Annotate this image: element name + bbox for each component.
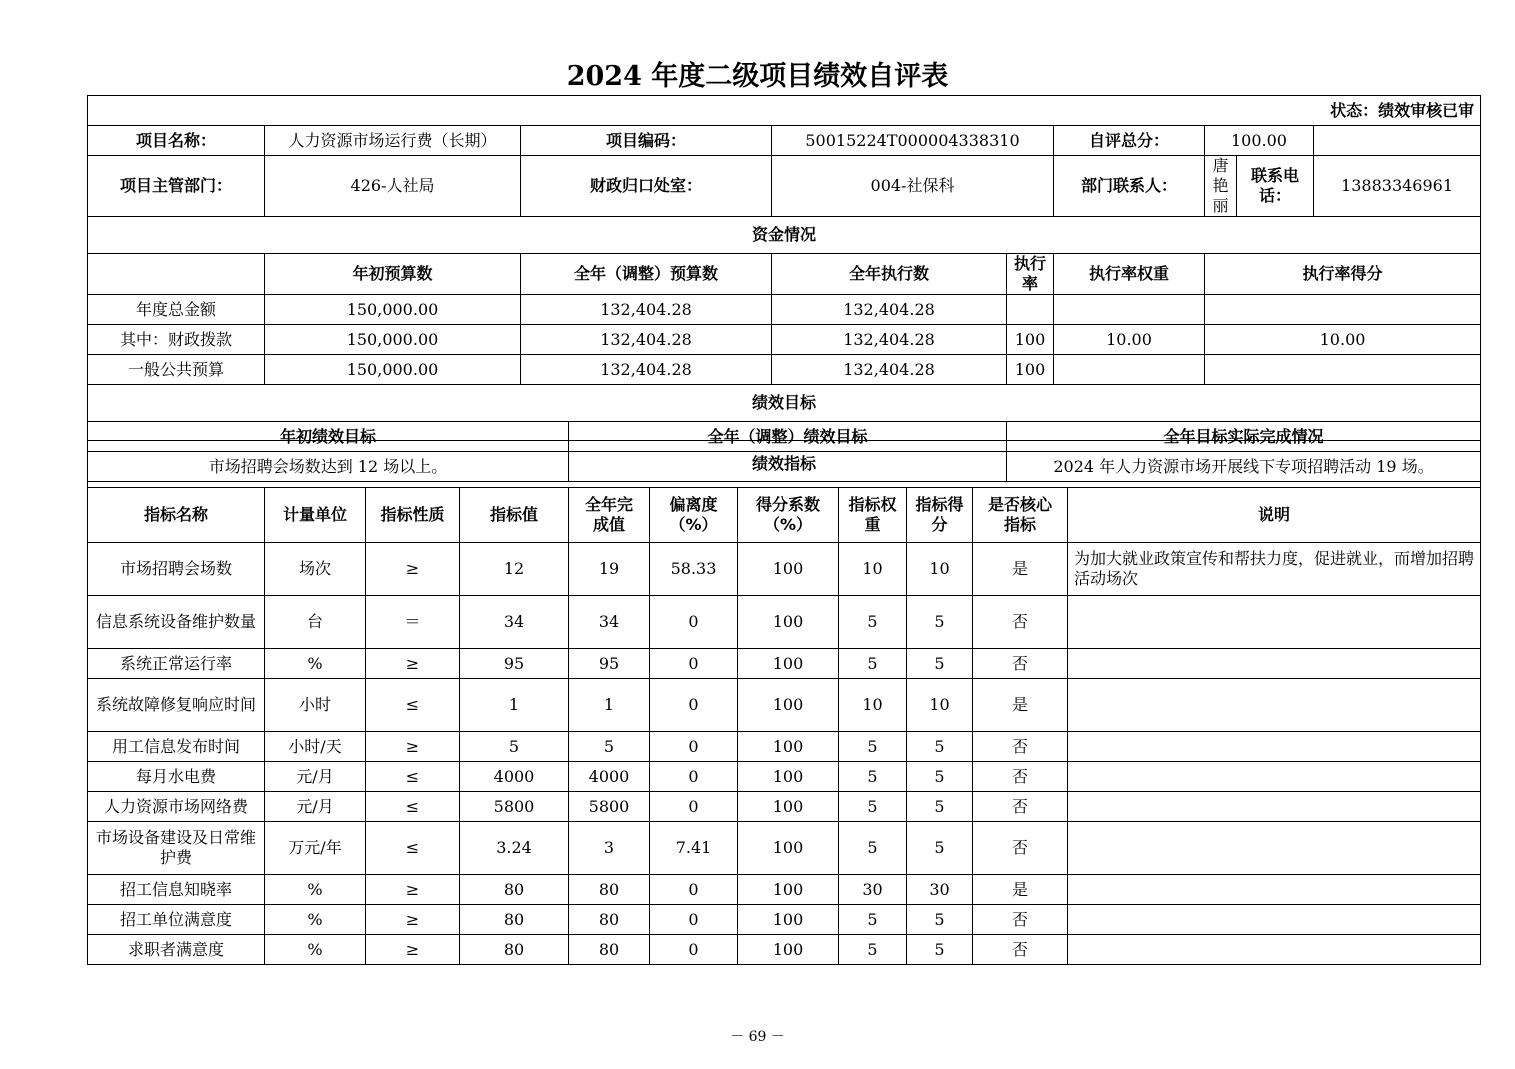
indicator-core: 否 (973, 905, 1068, 935)
indicator-dev: 7.41 (650, 822, 738, 875)
goal-actual: 2024 年人力资源市场开展线下专项招聘活动 19 场。 (1007, 452, 1481, 482)
indicator-note (1068, 732, 1481, 762)
funds-budget: 150,000.00 (265, 355, 521, 385)
phone-label: 联系电话： (1237, 156, 1314, 217)
indicator-coef: 100 (738, 935, 839, 965)
indicator-coef: 100 (738, 792, 839, 822)
indicator-unit: % (265, 905, 366, 935)
indicator-unit: 场次 (265, 543, 366, 596)
indicators-table (87, 440, 1481, 965)
dept-label: 项目主管部门： (88, 156, 265, 217)
indicator-done: 5800 (569, 792, 650, 822)
indicator-unit: 万元/年 (265, 822, 366, 875)
page-title: 2024 年度二级项目绩效自评表 (566, 61, 949, 92)
indicator-weight: 5 (839, 905, 907, 935)
indicator-name: 每月水电费 (88, 762, 265, 792)
funds-score (1205, 295, 1481, 325)
funds-rate (1007, 295, 1054, 325)
header-line: 偏离度 (669, 495, 718, 514)
table-row (88, 875, 1481, 905)
funds-executed: 132,404.28 (772, 295, 1007, 325)
table-row (88, 649, 1481, 679)
indicator-score: 10 (907, 543, 973, 596)
table-row (88, 679, 1481, 732)
indicator-unit: 元/月 (265, 762, 366, 792)
indicator-rows (88, 543, 1481, 965)
indicator-value: 80 (460, 935, 569, 965)
indicator-value: 34 (460, 596, 569, 649)
finance-label: 财政归口处室： (521, 156, 772, 217)
funds-header: 执行率权重 (1054, 254, 1205, 295)
indicator-dev: 0 (650, 792, 738, 822)
indicator-unit: 元/月 (265, 792, 366, 822)
indicator-header: 指标值 (460, 488, 569, 543)
indicator-nature: ≤ (366, 762, 460, 792)
funds-header-row (88, 254, 1481, 295)
dept: 426-人社局 (265, 156, 521, 217)
goals-header: 年初绩效目标 (88, 422, 569, 452)
indicator-header: 说明 (1068, 488, 1481, 543)
funds-section-title: 资金情况 (88, 217, 1481, 254)
indicator-note (1068, 935, 1481, 965)
table-row (88, 935, 1481, 965)
header-line: 重 (864, 515, 881, 534)
indicator-note: 为加大就业政策宣传和帮扶力度，促进就业，而增加招聘活动场次 (1068, 543, 1481, 596)
table-row (88, 543, 1481, 596)
header-line: （%） (763, 515, 813, 534)
funds-rate: 100 (1007, 325, 1054, 355)
indicator-header (839, 488, 907, 543)
header-line: 成值 (592, 515, 625, 534)
contact-label: 部门联系人： (1054, 156, 1205, 217)
self-score-label: 自评总分： (1054, 126, 1205, 156)
indicator-weight: 30 (839, 875, 907, 905)
indicator-note (1068, 822, 1481, 875)
indicator-unit: 小时 (265, 679, 366, 732)
indicator-score: 5 (907, 935, 973, 965)
funds-executed: 132,404.28 (772, 325, 1007, 355)
indicator-weight: 5 (839, 732, 907, 762)
indicator-nature: ＝ (366, 596, 460, 649)
indicator-coef: 100 (738, 596, 839, 649)
indicator-dev: 0 (650, 762, 738, 792)
indicator-header: 指标性质 (366, 488, 460, 543)
indicator-done: 19 (569, 543, 650, 596)
indicator-nature: ≤ (366, 679, 460, 732)
indicator-score: 5 (907, 905, 973, 935)
indicator-note (1068, 679, 1481, 732)
indicator-nature: ≤ (366, 822, 460, 875)
indicator-weight: 10 (839, 679, 907, 732)
funds-rate: 100 (1007, 355, 1054, 385)
project-info-table (87, 95, 1481, 482)
indicator-weight: 5 (839, 596, 907, 649)
indicator-coef: 100 (738, 905, 839, 935)
indicator-nature: ≥ (366, 543, 460, 596)
indicator-dev: 58.33 (650, 543, 738, 596)
indicator-coef: 100 (738, 543, 839, 596)
finance: 004-社保科 (772, 156, 1054, 217)
indicator-name: 系统正常运行率 (88, 649, 265, 679)
indicator-name: 用工信息发布时间 (88, 732, 265, 762)
header-line: 指标 (1003, 515, 1036, 534)
indicator-note (1068, 905, 1481, 935)
project-code: 50015224T000004338310 (772, 126, 1054, 156)
indicator-value: 95 (460, 649, 569, 679)
table-row (88, 822, 1481, 875)
indicator-score: 5 (907, 822, 973, 875)
funds-header: 年初预算数 (265, 254, 521, 295)
funds-adjusted: 132,404.28 (521, 295, 772, 325)
indicators-header-row (88, 488, 1481, 543)
indicator-name: 市场招聘会场数 (88, 543, 265, 596)
funds-adjusted: 132,404.28 (521, 355, 772, 385)
table-row (88, 732, 1481, 762)
indicator-unit: 小时/天 (265, 732, 366, 762)
header-line: 指标权 (848, 495, 897, 514)
indicator-done: 80 (569, 875, 650, 905)
page-number: － 69 － (730, 1029, 785, 1045)
indicator-weight: 5 (839, 822, 907, 875)
indicator-nature: ≥ (366, 905, 460, 935)
indicator-core: 是 (973, 543, 1068, 596)
table-row (88, 762, 1481, 792)
indicator-done: 80 (569, 935, 650, 965)
funds-budget: 150,000.00 (265, 295, 521, 325)
indicator-note (1068, 762, 1481, 792)
empty-cell (1314, 126, 1481, 156)
indicator-nature: ≥ (366, 649, 460, 679)
indicator-core: 否 (973, 596, 1068, 649)
indicator-nature: ≥ (366, 732, 460, 762)
header-line: 指标得 (915, 495, 964, 514)
indicator-value: 80 (460, 905, 569, 935)
goals-header: 全年目标实际完成情况 (1007, 422, 1481, 452)
indicator-weight: 5 (839, 649, 907, 679)
funds-header: 执行率得分 (1205, 254, 1481, 295)
indicator-coef: 100 (738, 875, 839, 905)
indicator-coef: 100 (738, 649, 839, 679)
indicator-done: 4000 (569, 762, 650, 792)
indicator-name: 求职者满意度 (88, 935, 265, 965)
indicator-core: 否 (973, 762, 1068, 792)
indicator-core: 否 (973, 792, 1068, 822)
indicator-weight: 5 (839, 792, 907, 822)
funds-adjusted: 132,404.28 (521, 325, 772, 355)
header-line: 分 (931, 515, 948, 534)
indicator-value: 1 (460, 679, 569, 732)
table-row (88, 596, 1481, 649)
indicator-value: 3.24 (460, 822, 569, 875)
self-score: 100.00 (1205, 126, 1314, 156)
indicator-core: 是 (973, 679, 1068, 732)
indicator-core: 否 (973, 822, 1068, 875)
funds-row (88, 295, 1481, 325)
indicator-header: 指标名称 (88, 488, 265, 543)
header-line: （%） (669, 515, 718, 534)
indicator-header (973, 488, 1068, 543)
funds-weight (1054, 295, 1205, 325)
funds-row-name: 其中：财政拨款 (88, 325, 265, 355)
funds-header: 全年（调整）预算数 (521, 254, 772, 295)
indicator-core: 否 (973, 732, 1068, 762)
funds-row-name: 年度总金额 (88, 295, 265, 325)
goal-initial: 市场招聘会场数达到 12 场以上。 (88, 452, 569, 482)
indicator-core: 否 (973, 935, 1068, 965)
indicator-weight: 5 (839, 935, 907, 965)
indicator-weight: 10 (839, 543, 907, 596)
indicator-score: 5 (907, 792, 973, 822)
indicator-coef: 100 (738, 762, 839, 792)
indicator-done: 1 (569, 679, 650, 732)
indicator-score: 5 (907, 732, 973, 762)
indicator-dev: 0 (650, 935, 738, 965)
indicator-name: 招工信息知晓率 (88, 875, 265, 905)
indicator-score: 5 (907, 596, 973, 649)
indicator-done: 34 (569, 596, 650, 649)
indicator-value: 12 (460, 543, 569, 596)
indicator-header: 计量单位 (265, 488, 366, 543)
project-name: 人力资源市场运行费（长期） (265, 126, 521, 156)
funds-executed: 132,404.28 (772, 355, 1007, 385)
funds-budget: 150,000.00 (265, 325, 521, 355)
indicator-nature: ≥ (366, 875, 460, 905)
indicator-unit: % (265, 875, 366, 905)
info-row-1 (88, 126, 1481, 156)
indicator-name: 人力资源市场网络费 (88, 792, 265, 822)
indicator-weight: 5 (839, 762, 907, 792)
funds-header: 执行率 (1007, 254, 1054, 295)
indicator-note (1068, 792, 1481, 822)
header-line: 全年完 (584, 495, 633, 514)
indicator-unit: 台 (265, 596, 366, 649)
indicator-header (907, 488, 973, 543)
indicator-core: 是 (973, 875, 1068, 905)
indicator-dev: 0 (650, 905, 738, 935)
empty-cell (88, 254, 265, 295)
header-line: 得分系数 (755, 495, 820, 514)
indicator-dev: 0 (650, 875, 738, 905)
indicator-coef: 100 (738, 679, 839, 732)
funds-weight (1054, 355, 1205, 385)
indicator-coef: 100 (738, 822, 839, 875)
indicator-header (569, 488, 650, 543)
indicator-done: 5 (569, 732, 650, 762)
funds-row-name: 一般公共预算 (88, 355, 265, 385)
indicator-name: 信息系统设备维护数量 (88, 596, 265, 649)
funds-header: 全年执行数 (772, 254, 1007, 295)
project-name-label: 项目名称： (88, 126, 265, 156)
indicator-core: 否 (973, 649, 1068, 679)
indicator-note (1068, 875, 1481, 905)
table-row (88, 905, 1481, 935)
indicator-dev: 0 (650, 679, 738, 732)
indicator-done: 3 (569, 822, 650, 875)
project-code-label: 项目编码： (521, 126, 772, 156)
indicator-header (650, 488, 738, 543)
indicator-score: 5 (907, 649, 973, 679)
status-badge: 状态：绩效审核已审 (88, 96, 1481, 126)
indicator-note (1068, 596, 1481, 649)
indicator-dev: 0 (650, 649, 738, 679)
goals-header: 全年（调整）绩效目标 (569, 422, 1007, 452)
phone: 13883346961 (1314, 156, 1481, 217)
table-row (88, 792, 1481, 822)
indicator-unit: % (265, 649, 366, 679)
funds-row (88, 355, 1481, 385)
indicator-nature: ≤ (366, 792, 460, 822)
funds-score: 10.00 (1205, 325, 1481, 355)
indicator-done: 95 (569, 649, 650, 679)
indicator-coef: 100 (738, 732, 839, 762)
funds-weight: 10.00 (1054, 325, 1205, 355)
indicator-header (738, 488, 839, 543)
indicator-value: 5800 (460, 792, 569, 822)
indicator-done: 80 (569, 905, 650, 935)
funds-row (88, 325, 1481, 355)
indicator-nature: ≥ (366, 935, 460, 965)
indicator-name: 招工单位满意度 (88, 905, 265, 935)
indicator-dev: 0 (650, 596, 738, 649)
indicator-name: 市场设备建设及日常维护费 (88, 822, 265, 875)
header-line: 是否核心 (987, 495, 1052, 514)
indicator-value: 5 (460, 732, 569, 762)
info-row-2 (88, 156, 1481, 217)
contact: 唐艳丽 (1205, 156, 1237, 217)
indicator-score: 10 (907, 679, 973, 732)
indicator-value: 80 (460, 875, 569, 905)
goals-section-title: 绩效目标 (88, 385, 1481, 422)
indicator-dev: 0 (650, 732, 738, 762)
indicator-score: 30 (907, 875, 973, 905)
indicator-score: 5 (907, 762, 973, 792)
funds-score (1205, 355, 1481, 385)
indicator-name: 系统故障修复响应时间 (88, 679, 265, 732)
indicator-note (1068, 649, 1481, 679)
indicator-unit: % (265, 935, 366, 965)
indicator-value: 4000 (460, 762, 569, 792)
indicators-section-title: 绩效指标 (88, 441, 1481, 488)
